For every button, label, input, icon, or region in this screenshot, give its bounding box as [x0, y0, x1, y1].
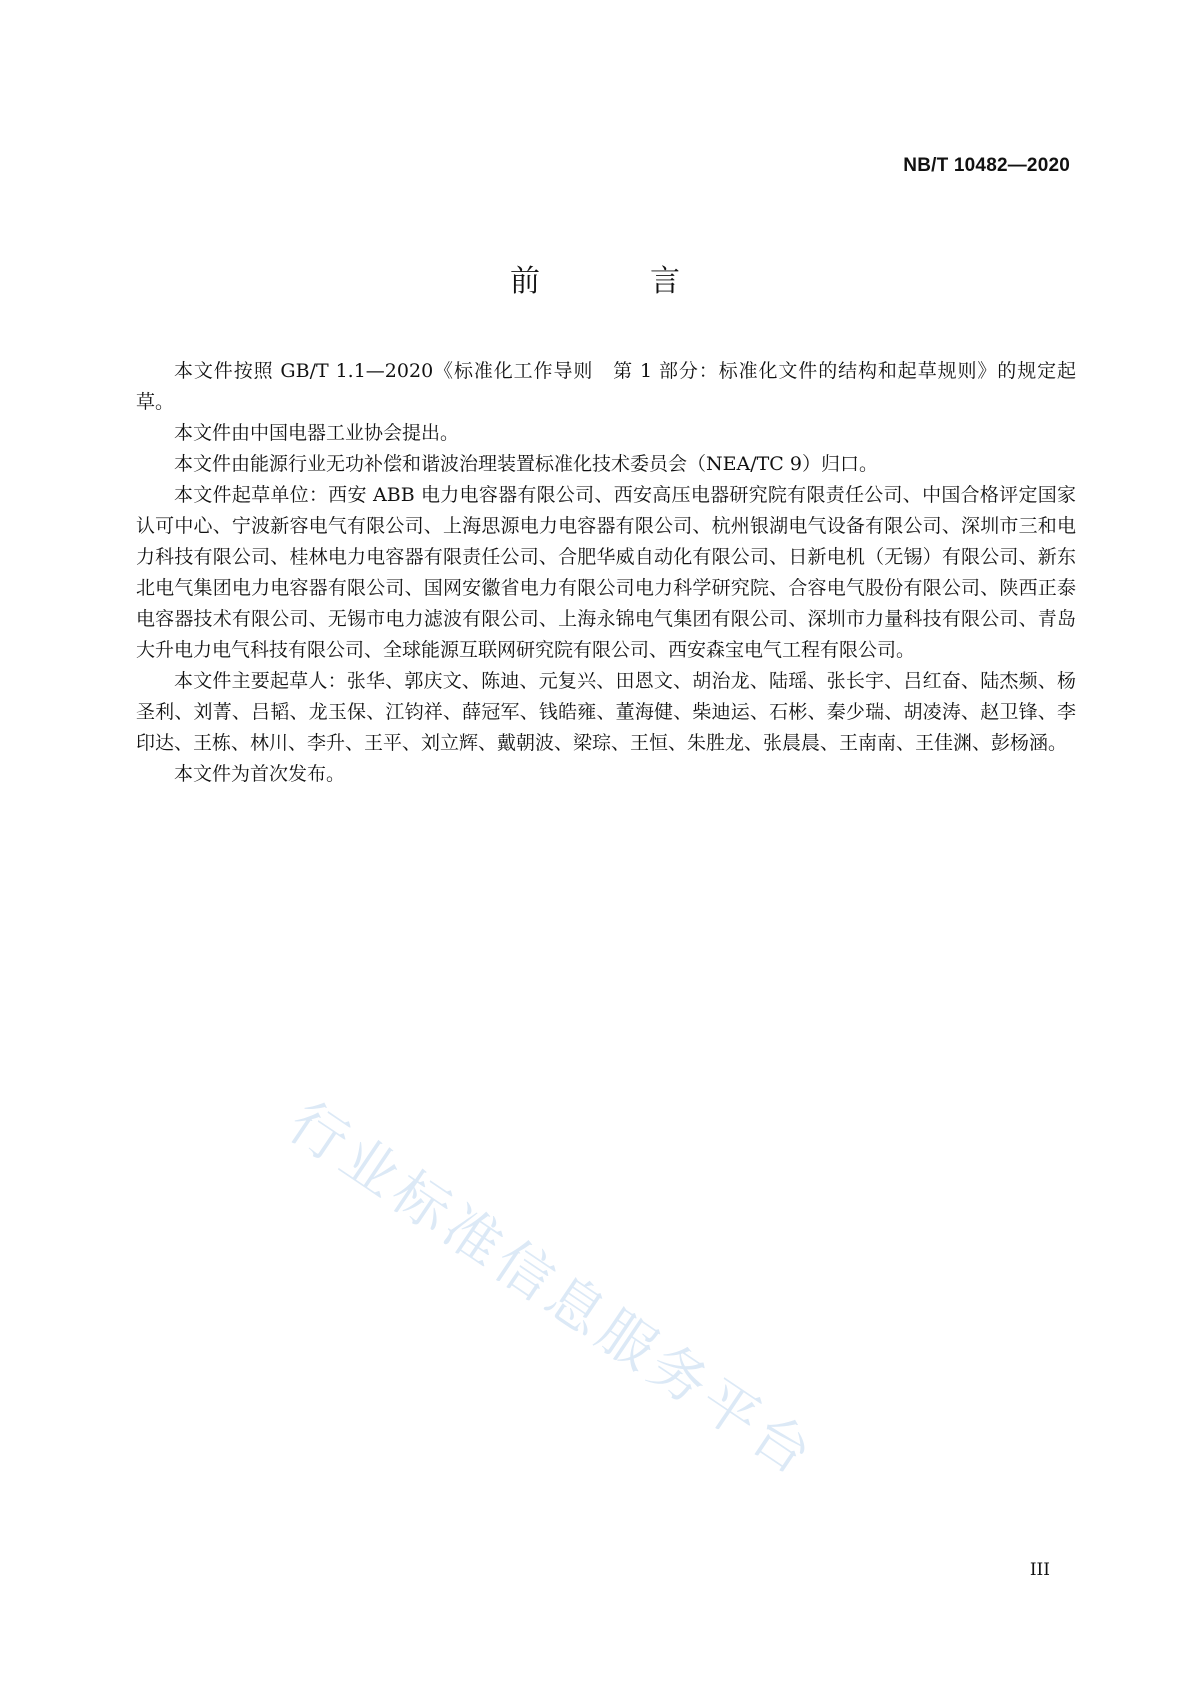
- paragraph-drafting-organizations: 本文件起草单位：西安 ABB 电力电容器有限公司、西安高压电器研究院有限责任公司、中国合格评定国家认可中心、宁波新容电气有限公司、上海思源电力电容器有限公司、杭州银湖电气设备有限公司、深圳市三和电力科技有限公司、桂林电力电容器有限责任公司、合肥华威自动化有限公司、日新电机（无锡）有限公司、新东北电气集团电力电容器有限公司、国网安徽省电力有限公司电力科学研究院、合容电气股份有限公司、陕西正泰电容器技术有限公司、无锡市电力滤波有限公司、上海永锦电气集团有限公司、深圳市力量科技有限公司、青岛大升电力电气科技有限公司、全球能源互联网研究院有限公司、西安森宝电气工程有限公司。: [136, 484, 1076, 661]
- page-number: III: [1029, 1560, 1050, 1580]
- paragraph-proposer: 本文件由中国电器工业协会提出。: [174, 422, 460, 444]
- page-title: 前 言: [510, 264, 720, 299]
- paragraph-first-release: 本文件为首次发布。: [174, 763, 346, 785]
- paragraph-technical-committee: 本文件由能源行业无功补偿和谐波治理装置标准化技术委员会（NEA/TC 9）归口。: [174, 453, 878, 475]
- standard-number: NB/T 10482—2020: [903, 155, 1070, 176]
- watermark-text: 行业标准信息服务平台: [276, 1089, 828, 1491]
- paragraph-drafting-rules: 本文件按照 GB/T 1.1—2020《标准化工作导则 第 1 部分：标准化文件的结构和起草规则》的规定起草。: [136, 360, 1076, 413]
- paragraph-drafters: 本文件主要起草人：张华、郭庆文、陈迪、元复兴、田恩文、胡治龙、陆瑶、张长宇、吕红奋、陆杰频、杨圣利、刘菁、吕韬、龙玉保、江钧祥、薛冠军、钱皓雍、董海健、柴迪运、石彬、秦少瑞、胡凌涛、赵卫锋、李印达、王栋、林川、李升、王平、刘立辉、戴朝波、梁琮、王恒、朱胜龙、张晨晨、王南南、王佳渊、彭杨涵。: [136, 670, 1076, 754]
- foreword-body: [136, 356, 1076, 790]
